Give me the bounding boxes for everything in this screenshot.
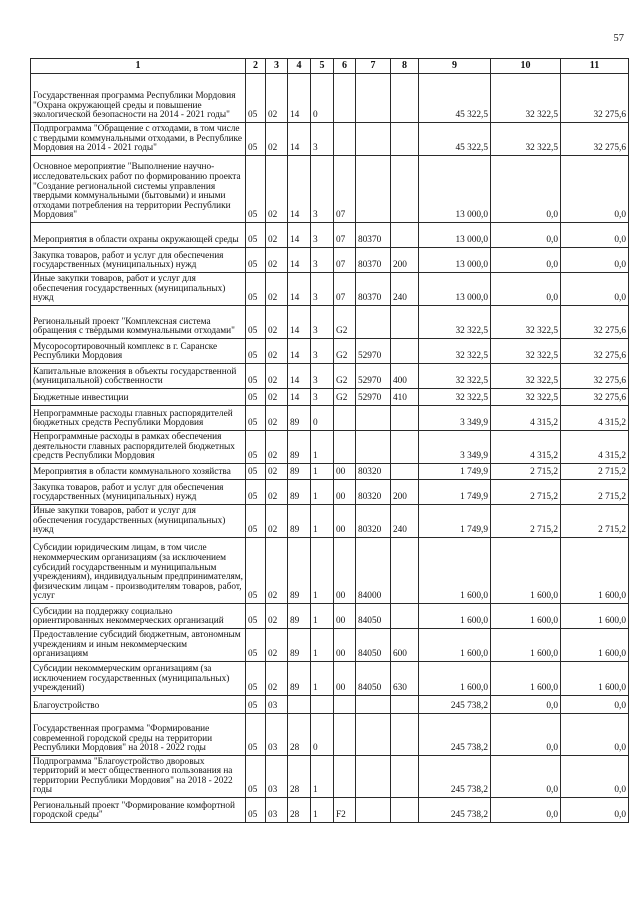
expense-type-code-cell: 240 bbox=[391, 273, 419, 306]
table-row bbox=[31, 696, 629, 714]
section-code-cell: 05 bbox=[246, 364, 266, 389]
table-row bbox=[31, 306, 629, 339]
expense-type-code-cell bbox=[391, 339, 419, 364]
table-row bbox=[31, 248, 629, 273]
amount-cell-col9: 13 000,0 bbox=[419, 273, 491, 306]
subprogram-code-cell: 3 bbox=[311, 389, 334, 406]
activity-code-cell bbox=[334, 714, 356, 756]
amount-cell-col11: 0,0 bbox=[561, 696, 629, 714]
expense-type-code-cell: 200 bbox=[391, 480, 419, 505]
activity-code-cell bbox=[334, 756, 356, 798]
subprogram-code-cell: 3 bbox=[311, 248, 334, 273]
amount-cell-col10: 0,0 bbox=[491, 156, 561, 223]
amount-cell-col9: 1 749,9 bbox=[419, 464, 491, 480]
section-code-cell: 05 bbox=[246, 223, 266, 248]
amount-cell-col10: 32 322,5 bbox=[491, 389, 561, 406]
activity-code-cell: F2 bbox=[334, 798, 356, 823]
amount-cell-col10: 2 715,2 bbox=[491, 480, 561, 505]
header-row bbox=[31, 59, 629, 74]
table-row bbox=[31, 339, 629, 364]
amount-cell-col9: 1 600,0 bbox=[419, 604, 491, 629]
amount-cell-col10: 32 322,5 bbox=[491, 123, 561, 156]
direction-code-cell: 80370 bbox=[356, 223, 391, 248]
section-code-cell: 05 bbox=[246, 406, 266, 431]
program-code-cell: 89 bbox=[288, 662, 311, 696]
header-cell: 1 bbox=[31, 59, 246, 74]
program-code-cell: 14 bbox=[288, 74, 311, 123]
activity-code-cell: 00 bbox=[334, 505, 356, 538]
subprogram-code-cell: 3 bbox=[311, 306, 334, 339]
activity-code-cell: 07 bbox=[334, 156, 356, 223]
amount-cell-col9: 1 749,9 bbox=[419, 505, 491, 538]
subsection-code-cell: 02 bbox=[266, 406, 288, 431]
table-row bbox=[31, 604, 629, 629]
table-row bbox=[31, 464, 629, 480]
amount-cell-col10: 2 715,2 bbox=[491, 464, 561, 480]
section-code-cell: 05 bbox=[246, 123, 266, 156]
table-row bbox=[31, 505, 629, 538]
activity-code-cell: 00 bbox=[334, 538, 356, 604]
table-row bbox=[31, 156, 629, 223]
direction-code-cell bbox=[356, 756, 391, 798]
subprogram-code-cell: 1 bbox=[311, 604, 334, 629]
subsection-code-cell: 02 bbox=[266, 273, 288, 306]
program-code-cell: 89 bbox=[288, 464, 311, 480]
amount-cell-col11: 1 600,0 bbox=[561, 538, 629, 604]
activity-code-cell: 07 bbox=[334, 248, 356, 273]
header-cell: 7 bbox=[356, 59, 391, 74]
section-code-cell: 05 bbox=[246, 629, 266, 662]
direction-code-cell: 52970 bbox=[356, 364, 391, 389]
amount-cell-col11: 0,0 bbox=[561, 756, 629, 798]
section-code-cell: 05 bbox=[246, 604, 266, 629]
table-row bbox=[31, 223, 629, 248]
direction-code-cell bbox=[356, 406, 391, 431]
section-code-cell: 05 bbox=[246, 431, 266, 464]
row-description: Непрограммные расходы главных распорядителей бюджетных средств Республики Мордовия bbox=[31, 406, 246, 431]
amount-cell-col10: 0,0 bbox=[491, 248, 561, 273]
expense-type-code-cell: 400 bbox=[391, 364, 419, 389]
amount-cell-col11: 32 275,6 bbox=[561, 123, 629, 156]
direction-code-cell: 52970 bbox=[356, 389, 391, 406]
direction-code-cell bbox=[356, 431, 391, 464]
row-description: Иные закупки товаров, работ и услуг для обеспечения государственных (муниципальных) нужд bbox=[31, 505, 246, 538]
activity-code-cell bbox=[334, 696, 356, 714]
amount-cell-col10: 0,0 bbox=[491, 696, 561, 714]
subprogram-code-cell: 1 bbox=[311, 505, 334, 538]
table-row bbox=[31, 629, 629, 662]
subprogram-code-cell: 3 bbox=[311, 156, 334, 223]
amount-cell-col10: 0,0 bbox=[491, 223, 561, 248]
program-code-cell: 14 bbox=[288, 306, 311, 339]
row-description: Подпрограмма "Благоустройство дворовых территорий и мест общественного пользования на территории Республики Мордовия" на 2018 - 2022 годы bbox=[31, 756, 246, 798]
program-code-cell: 89 bbox=[288, 406, 311, 431]
row-description: Непрограммные расходы в рамках обеспечения деятельности главных распорядителей бюджетных средств Республики Мордовия bbox=[31, 431, 246, 464]
program-code-cell: 28 bbox=[288, 714, 311, 756]
program-code-cell: 14 bbox=[288, 364, 311, 389]
subsection-code-cell: 02 bbox=[266, 464, 288, 480]
program-code-cell: 14 bbox=[288, 123, 311, 156]
subprogram-code-cell: 1 bbox=[311, 629, 334, 662]
amount-cell-col9: 13 000,0 bbox=[419, 223, 491, 248]
expense-type-code-cell bbox=[391, 464, 419, 480]
row-description: Подпрограмма "Обращение с отходами, в том числе с твердыми коммунальными отходами, в Республике Мордовия на 2014 - 2021 годы" bbox=[31, 123, 246, 156]
direction-code-cell: 84000 bbox=[356, 538, 391, 604]
table-header bbox=[31, 59, 629, 74]
amount-cell-col9: 245 738,2 bbox=[419, 696, 491, 714]
expense-type-code-cell bbox=[391, 306, 419, 339]
section-code-cell: 05 bbox=[246, 798, 266, 823]
subprogram-code-cell: 0 bbox=[311, 406, 334, 431]
section-code-cell: 05 bbox=[246, 756, 266, 798]
direction-code-cell: 80320 bbox=[356, 505, 391, 538]
program-code-cell: 14 bbox=[288, 273, 311, 306]
activity-code-cell: 07 bbox=[334, 273, 356, 306]
amount-cell-col9: 245 738,2 bbox=[419, 798, 491, 823]
amount-cell-col11: 1 600,0 bbox=[561, 604, 629, 629]
expense-type-code-cell: 600 bbox=[391, 629, 419, 662]
amount-cell-col10: 0,0 bbox=[491, 798, 561, 823]
subsection-code-cell: 02 bbox=[266, 223, 288, 248]
amount-cell-col11: 4 315,2 bbox=[561, 406, 629, 431]
subsection-code-cell: 03 bbox=[266, 714, 288, 756]
budget-table bbox=[30, 58, 629, 823]
direction-code-cell bbox=[356, 123, 391, 156]
section-code-cell: 05 bbox=[246, 714, 266, 756]
header-cell: 2 bbox=[246, 59, 266, 74]
amount-cell-col9: 1 600,0 bbox=[419, 629, 491, 662]
expense-type-code-cell bbox=[391, 431, 419, 464]
expense-type-code-cell: 240 bbox=[391, 505, 419, 538]
program-code-cell: 89 bbox=[288, 480, 311, 505]
amount-cell-col9: 13 000,0 bbox=[419, 248, 491, 273]
table-row bbox=[31, 74, 629, 123]
row-description: Субсидии некоммерческим организациям (за исключением государственных (муниципальных) учреждений) bbox=[31, 662, 246, 696]
program-code-cell: 28 bbox=[288, 798, 311, 823]
row-description: Закупка товаров, работ и услуг для обеспечения государственных (муниципальных) нужд bbox=[31, 480, 246, 505]
amount-cell-col10: 32 322,5 bbox=[491, 364, 561, 389]
program-code-cell: 89 bbox=[288, 431, 311, 464]
subsection-code-cell: 03 bbox=[266, 756, 288, 798]
subsection-code-cell: 02 bbox=[266, 629, 288, 662]
amount-cell-col11: 32 275,6 bbox=[561, 306, 629, 339]
subsection-code-cell: 02 bbox=[266, 74, 288, 123]
table-row bbox=[31, 431, 629, 464]
subprogram-code-cell: 3 bbox=[311, 123, 334, 156]
direction-code-cell: 84050 bbox=[356, 662, 391, 696]
amount-cell-col11: 2 715,2 bbox=[561, 480, 629, 505]
amount-cell-col9: 32 322,5 bbox=[419, 306, 491, 339]
subprogram-code-cell: 1 bbox=[311, 798, 334, 823]
direction-code-cell bbox=[356, 798, 391, 823]
activity-code-cell: 00 bbox=[334, 464, 356, 480]
table-row bbox=[31, 662, 629, 696]
amount-cell-col11: 2 715,2 bbox=[561, 505, 629, 538]
subprogram-code-cell: 3 bbox=[311, 223, 334, 248]
amount-cell-col10: 4 315,2 bbox=[491, 406, 561, 431]
expense-type-code-cell bbox=[391, 156, 419, 223]
subsection-code-cell: 02 bbox=[266, 604, 288, 629]
subprogram-code-cell: 0 bbox=[311, 714, 334, 756]
table-row bbox=[31, 123, 629, 156]
amount-cell-col9: 13 000,0 bbox=[419, 156, 491, 223]
amount-cell-col9: 1 749,9 bbox=[419, 480, 491, 505]
activity-code-cell: G2 bbox=[334, 339, 356, 364]
subsection-code-cell: 03 bbox=[266, 798, 288, 823]
amount-cell-col9: 245 738,2 bbox=[419, 756, 491, 798]
row-description: Субсидии на поддержку социально ориентированных некоммерческих организаций bbox=[31, 604, 246, 629]
subprogram-code-cell: 3 bbox=[311, 364, 334, 389]
program-code-cell: 89 bbox=[288, 629, 311, 662]
amount-cell-col9: 245 738,2 bbox=[419, 714, 491, 756]
expense-type-code-cell bbox=[391, 123, 419, 156]
section-code-cell: 05 bbox=[246, 480, 266, 505]
section-code-cell: 05 bbox=[246, 538, 266, 604]
subsection-code-cell: 02 bbox=[266, 538, 288, 604]
row-description: Региональный проект "Комплексная система обращения с твёрдыми коммунальными отходами" bbox=[31, 306, 246, 339]
amount-cell-col10: 1 600,0 bbox=[491, 662, 561, 696]
direction-code-cell: 80370 bbox=[356, 248, 391, 273]
amount-cell-col11: 0,0 bbox=[561, 223, 629, 248]
header-cell: 10 bbox=[491, 59, 561, 74]
direction-code-cell: 84050 bbox=[356, 629, 391, 662]
amount-cell-col11: 0,0 bbox=[561, 714, 629, 756]
section-code-cell: 05 bbox=[246, 339, 266, 364]
section-code-cell: 05 bbox=[246, 662, 266, 696]
row-description: Мероприятия в области коммунального хозяйства bbox=[31, 464, 246, 480]
expense-type-code-cell bbox=[391, 74, 419, 123]
expense-type-code-cell bbox=[391, 798, 419, 823]
header-cell: 9 bbox=[419, 59, 491, 74]
activity-code-cell bbox=[334, 123, 356, 156]
section-code-cell: 05 bbox=[246, 306, 266, 339]
amount-cell-col9: 3 349,9 bbox=[419, 431, 491, 464]
row-description: Мусоросортировочный комплекс в г. Саранске Республики Мордовия bbox=[31, 339, 246, 364]
amount-cell-col10: 2 715,2 bbox=[491, 505, 561, 538]
activity-code-cell: 07 bbox=[334, 223, 356, 248]
row-description: Предоставление субсидий бюджетным, автономным учреждениям и иным некоммерческим организациям bbox=[31, 629, 246, 662]
subprogram-code-cell: 1 bbox=[311, 756, 334, 798]
subsection-code-cell: 02 bbox=[266, 364, 288, 389]
subprogram-code-cell: 1 bbox=[311, 662, 334, 696]
amount-cell-col10: 1 600,0 bbox=[491, 538, 561, 604]
subsection-code-cell: 02 bbox=[266, 389, 288, 406]
subsection-code-cell: 02 bbox=[266, 306, 288, 339]
program-code-cell: 14 bbox=[288, 248, 311, 273]
amount-cell-col11: 32 275,6 bbox=[561, 389, 629, 406]
expense-type-code-cell bbox=[391, 406, 419, 431]
table-row bbox=[31, 480, 629, 505]
row-description: Закупка товаров, работ и услуг для обеспечения государственных (муниципальных) нужд bbox=[31, 248, 246, 273]
header-cell: 4 bbox=[288, 59, 311, 74]
activity-code-cell: G2 bbox=[334, 306, 356, 339]
subprogram-code-cell: 0 bbox=[311, 74, 334, 123]
amount-cell-col11: 0,0 bbox=[561, 156, 629, 223]
direction-code-cell: 80370 bbox=[356, 273, 391, 306]
section-code-cell: 05 bbox=[246, 464, 266, 480]
program-code-cell: 89 bbox=[288, 538, 311, 604]
program-code-cell: 89 bbox=[288, 505, 311, 538]
table-row bbox=[31, 364, 629, 389]
amount-cell-col11: 1 600,0 bbox=[561, 662, 629, 696]
expense-type-code-cell bbox=[391, 223, 419, 248]
header-cell: 8 bbox=[391, 59, 419, 74]
amount-cell-col10: 0,0 bbox=[491, 756, 561, 798]
table-row bbox=[31, 756, 629, 798]
amount-cell-col11: 32 275,6 bbox=[561, 74, 629, 123]
table-row bbox=[31, 273, 629, 306]
activity-code-cell: 00 bbox=[334, 662, 356, 696]
subsection-code-cell: 02 bbox=[266, 156, 288, 223]
amount-cell-col9: 45 322,5 bbox=[419, 123, 491, 156]
row-description: Благоустройство bbox=[31, 696, 246, 714]
activity-code-cell: 00 bbox=[334, 629, 356, 662]
amount-cell-col10: 32 322,5 bbox=[491, 74, 561, 123]
row-description: Региональный проект "Формирование комфортной городской среды" bbox=[31, 798, 246, 823]
section-code-cell: 05 bbox=[246, 156, 266, 223]
expense-type-code-cell bbox=[391, 696, 419, 714]
activity-code-cell bbox=[334, 74, 356, 123]
table-row bbox=[31, 538, 629, 604]
subsection-code-cell: 02 bbox=[266, 662, 288, 696]
expense-type-code-cell bbox=[391, 714, 419, 756]
subprogram-code-cell: 3 bbox=[311, 273, 334, 306]
expense-type-code-cell bbox=[391, 604, 419, 629]
subsection-code-cell: 02 bbox=[266, 248, 288, 273]
direction-code-cell bbox=[356, 714, 391, 756]
activity-code-cell bbox=[334, 406, 356, 431]
program-code-cell: 28 bbox=[288, 756, 311, 798]
amount-cell-col10: 32 322,5 bbox=[491, 339, 561, 364]
amount-cell-col9: 32 322,5 bbox=[419, 389, 491, 406]
program-code-cell: 14 bbox=[288, 156, 311, 223]
program-code-cell bbox=[288, 696, 311, 714]
expense-type-code-cell bbox=[391, 756, 419, 798]
program-code-cell: 14 bbox=[288, 223, 311, 248]
direction-code-cell bbox=[356, 74, 391, 123]
table-row bbox=[31, 798, 629, 823]
activity-code-cell: G2 bbox=[334, 389, 356, 406]
amount-cell-col11: 0,0 bbox=[561, 248, 629, 273]
header-cell: 11 bbox=[561, 59, 629, 74]
row-description: Капитальные вложения в объекты государственной (муниципальной) собственности bbox=[31, 364, 246, 389]
amount-cell-col9: 45 322,5 bbox=[419, 74, 491, 123]
header-cell: 5 bbox=[311, 59, 334, 74]
row-description: Мероприятия в области охраны окружающей среды bbox=[31, 223, 246, 248]
subprogram-code-cell: 1 bbox=[311, 431, 334, 464]
amount-cell-col11: 32 275,6 bbox=[561, 364, 629, 389]
amount-cell-col11: 0,0 bbox=[561, 798, 629, 823]
row-description: Субсидии юридическим лицам, в том числе некоммерческим организациям (за исключением субсидий государственным и муниципальным учреждениям), индивидуальным предпринимателям, физическим лицам - производителям товаров, работ, услуг bbox=[31, 538, 246, 604]
direction-code-cell bbox=[356, 156, 391, 223]
activity-code-cell bbox=[334, 431, 356, 464]
subsection-code-cell: 02 bbox=[266, 123, 288, 156]
row-description: Государственная программа Республики Мордовия "Охрана окружающей среды и повышение экологической безопасности на 2014 - 2021 годы" bbox=[31, 74, 246, 123]
table-row bbox=[31, 714, 629, 756]
amount-cell-col9: 3 349,9 bbox=[419, 406, 491, 431]
program-code-cell: 14 bbox=[288, 339, 311, 364]
subsection-code-cell: 02 bbox=[266, 431, 288, 464]
expense-type-code-cell bbox=[391, 538, 419, 604]
header-cell: 3 bbox=[266, 59, 288, 74]
amount-cell-col9: 1 600,0 bbox=[419, 662, 491, 696]
subprogram-code-cell: 1 bbox=[311, 480, 334, 505]
expense-type-code-cell: 630 bbox=[391, 662, 419, 696]
subprogram-code-cell bbox=[311, 696, 334, 714]
subprogram-code-cell: 1 bbox=[311, 538, 334, 604]
section-code-cell: 05 bbox=[246, 248, 266, 273]
amount-cell-col11: 4 315,2 bbox=[561, 431, 629, 464]
direction-code-cell: 80320 bbox=[356, 480, 391, 505]
table-body bbox=[31, 74, 629, 823]
activity-code-cell: 00 bbox=[334, 480, 356, 505]
subsection-code-cell: 03 bbox=[266, 696, 288, 714]
program-code-cell: 14 bbox=[288, 389, 311, 406]
direction-code-cell: 80320 bbox=[356, 464, 391, 480]
amount-cell-col9: 1 600,0 bbox=[419, 538, 491, 604]
subprogram-code-cell: 1 bbox=[311, 464, 334, 480]
amount-cell-col10: 1 600,0 bbox=[491, 604, 561, 629]
row-description: Иные закупки товаров, работ и услуг для обеспечения государственных (муниципальных) нужд bbox=[31, 273, 246, 306]
section-code-cell: 05 bbox=[246, 696, 266, 714]
subsection-code-cell: 02 bbox=[266, 480, 288, 505]
activity-code-cell: G2 bbox=[334, 364, 356, 389]
amount-cell-col10: 0,0 bbox=[491, 714, 561, 756]
expense-type-code-cell: 200 bbox=[391, 248, 419, 273]
row-description: Государственная программа "Формирование современной городской среды на территории Республики Мордовия" на 2018 - 2022 годы bbox=[31, 714, 246, 756]
header-cell: 6 bbox=[334, 59, 356, 74]
direction-code-cell: 52970 bbox=[356, 339, 391, 364]
amount-cell-col10: 4 315,2 bbox=[491, 431, 561, 464]
table-row bbox=[31, 406, 629, 431]
table-row bbox=[31, 389, 629, 406]
section-code-cell: 05 bbox=[246, 389, 266, 406]
amount-cell-col10: 32 322,5 bbox=[491, 306, 561, 339]
subprogram-code-cell: 3 bbox=[311, 339, 334, 364]
row-description: Основное мероприятие "Выполнение научно-исследовательских работ по формированию проекта "Создание региональной системы управления твердыми коммунальными (бытовыми) и иными отходами потребления на территории Республики Мордовия" bbox=[31, 156, 246, 223]
direction-code-cell bbox=[356, 696, 391, 714]
expense-type-code-cell: 410 bbox=[391, 389, 419, 406]
amount-cell-col10: 0,0 bbox=[491, 273, 561, 306]
subsection-code-cell: 02 bbox=[266, 339, 288, 364]
section-code-cell: 05 bbox=[246, 273, 266, 306]
program-code-cell: 89 bbox=[288, 604, 311, 629]
section-code-cell: 05 bbox=[246, 74, 266, 123]
amount-cell-col11: 0,0 bbox=[561, 273, 629, 306]
subsection-code-cell: 02 bbox=[266, 505, 288, 538]
amount-cell-col11: 2 715,2 bbox=[561, 464, 629, 480]
row-description: Бюджетные инвестиции bbox=[31, 389, 246, 406]
amount-cell-col10: 1 600,0 bbox=[491, 629, 561, 662]
amount-cell-col11: 32 275,6 bbox=[561, 339, 629, 364]
page-number: 57 bbox=[613, 33, 624, 44]
direction-code-cell bbox=[356, 306, 391, 339]
activity-code-cell: 00 bbox=[334, 604, 356, 629]
section-code-cell: 05 bbox=[246, 505, 266, 538]
amount-cell-col11: 1 600,0 bbox=[561, 629, 629, 662]
direction-code-cell: 84050 bbox=[356, 604, 391, 629]
amount-cell-col9: 32 322,5 bbox=[419, 364, 491, 389]
amount-cell-col9: 32 322,5 bbox=[419, 339, 491, 364]
